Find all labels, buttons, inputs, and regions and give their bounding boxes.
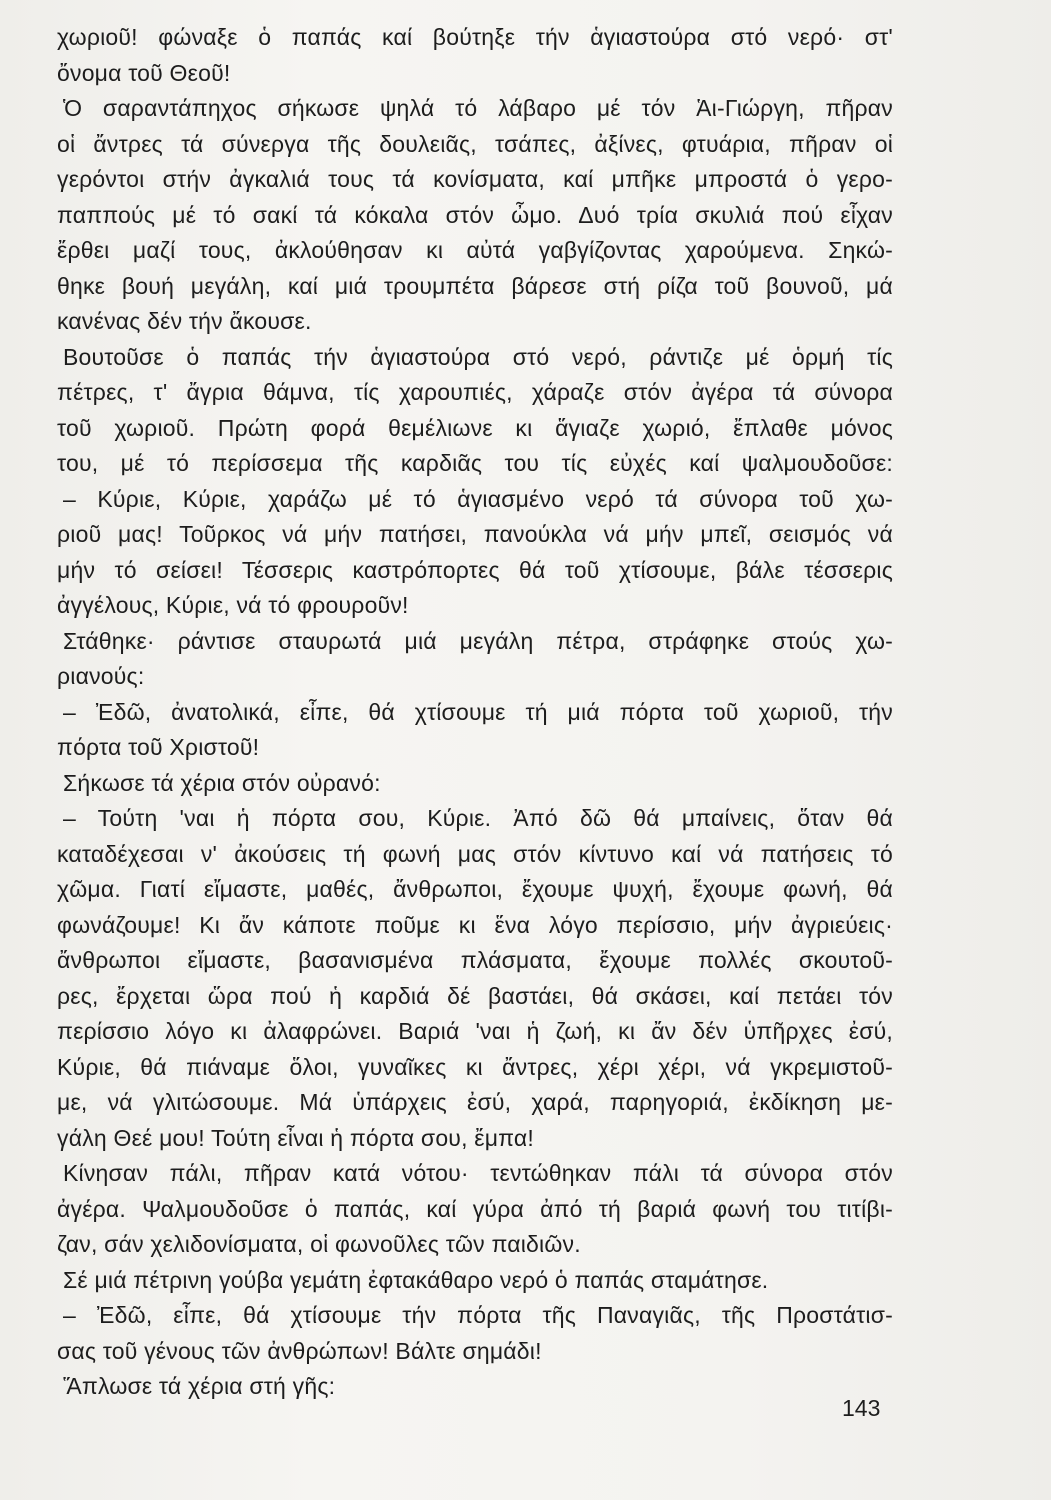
text-line: πέτρες, τ' ἄγρια θάμνα, τίς χαρουπιές, χάραζε στόν ἀγέρα τά σύνορα <box>57 379 893 405</box>
text-line: ριανούς: <box>57 663 145 689</box>
text-line: περίσσιο λόγο κι ἀλαφρώνει. Βαριά 'ναι ἡ ζωή, κι ἄν δέν ὑπῆρχες ἐσύ, <box>57 1018 893 1044</box>
text-line: ρες, ἔρχεται ὥρα πού ἡ καρδιά δέ βαστάει, θά σκάσει, καί πετάει τόν <box>57 983 893 1009</box>
text-line: σας τοῦ γένους τῶν ἀνθρώπων! Βάλτε σημάδι! <box>57 1338 542 1364</box>
text-line: του, μέ τό περίσσεμα τῆς καρδιᾶς του τίς εὐχές καί ψαλμουδοῦσε: <box>57 450 893 476</box>
text-line: γάλη Θεέ μου! Τούτη εἶναι ἡ πόρτα σου, ἔμπα! <box>57 1125 534 1151</box>
text-line: – Κύριε, Κύριε, χαράζω μέ τό ἁγιασμένο νερό τά σύνορα τοῦ χω- <box>63 486 893 512</box>
text-line: Κίνησαν πάλι, πῆραν κατά νότου· τεντώθηκαν πάλι τά σύνορα στόν <box>63 1160 893 1186</box>
text-line: χῶμα. Γιατί εἴμαστε, μαθές, ἄνθρωποι, ἔχουμε ψυχή, ἔχουμε φωνή, θά <box>57 876 893 902</box>
text-line: κανένας δέν τήν ἄκουσε. <box>57 308 312 334</box>
text-line: – Ἐδῶ, εἶπε, θά χτίσουμε τήν πόρτα τῆς Παναγιᾶς, τῆς Προστάτισ- <box>63 1302 893 1328</box>
text-line: ὄνομα τοῦ Θεοῦ! <box>57 60 231 86</box>
text-line: θηκε βουή μεγάλη, καί μιά τρουμπέτα βάρεσε στή ρίζα τοῦ βουνοῦ, μά <box>57 273 893 299</box>
text-line: ἄνθρωποι εἴμαστε, βασανισμένα πλάσματα, ἔχουμε πολλές σκουτοῦ- <box>57 947 893 973</box>
text-line: Ἅπλωσε τά χέρια στή γῆς: <box>63 1373 336 1399</box>
text-line: με, νά γλιτώσουμε. Μά ὑπάρχεις ἐσύ, χαρά, παρηγοριά, ἐκδίκηση με- <box>57 1089 893 1115</box>
text-line: μήν τό σείσει! Τέσσερις καστρόπορτες θά τοῦ χτίσουμε, βάλε τέσσερις <box>57 557 893 583</box>
text-line: οἱ ἄντρες τά σύνεργα τῆς δουλειᾶς, τσάπες, ἀξίνες, φτυάρια, πῆραν οἱ <box>57 131 893 157</box>
text-line: φωνάζουμε! Κι ἄν κάποτε ποῦμε κι ἕνα λόγο περίσσιο, μήν ἀγριεύεις· <box>57 912 893 938</box>
text-line: Στάθηκε· ράντισε σταυρωτά μιά μεγάλη πέτρα, στράφηκε στούς χω- <box>63 628 893 654</box>
text-line: ζαν, σάν χελιδονίσματα, οἱ φωνοῦλες τῶν παιδιῶν. <box>57 1231 581 1257</box>
text-line: Σέ μιά πέτρινη γούβα γεμάτη ἐφτακάθαρο νερό ὁ παπάς σταμάτησε. <box>63 1267 769 1293</box>
text-line: καταδέχεσαι ν' ἀκούσεις τή φωνή μας στόν κίντυνο καί νά πατήσεις τό <box>57 841 893 867</box>
text-line: ριοῦ μας! Τοῦρκος νά μήν πατήσει, πανούκλα νά μήν μπεῖ, σεισμός νά <box>57 521 893 547</box>
text-line: ἀγέρα. Ψαλμουδοῦσε ὁ παπάς, καί γύρα ἀπό τή βαριά φωνή του τιτίβι- <box>57 1196 893 1222</box>
text-line: Κύριε, θά πιάναμε ὅλοι, γυναῖκες κι ἄντρες, χέρι χέρι, νά γκρεμιστοῦ- <box>57 1054 893 1080</box>
text-line: πόρτα τοῦ Χριστοῦ! <box>57 734 260 760</box>
text-line: Ὁ σαραντάπηχος σήκωσε ψηλά τό λάβαρο μέ τόν Ἁι-Γιώργη, πῆραν <box>63 95 893 121</box>
text-line: – Τούτη 'ναι ἡ πόρτα σου, Κύριε. Ἀπό δῶ θά μπαίνεις, ὅταν θά <box>63 805 893 831</box>
page-number: 143 <box>842 1395 881 1421</box>
text-line: γερόντοι στήν ἀγκαλιά τους τά κονίσματα, καί μπῆκε μπροστά ὁ γερο- <box>57 166 893 192</box>
text-line: Βουτοῦσε ὁ παπάς τήν ἁγιαστούρα στό νερό, ράντιζε μέ ὁρμή τίς <box>63 344 893 370</box>
text-line: – Ἐδῶ, ἀνατολικά, εἶπε, θά χτίσουμε τή μιά πόρτα τοῦ χωριοῦ, τήν <box>63 699 893 725</box>
text-line: παππούς μέ τό σακί τά κόκαλα στόν ὦμο. Δυό τρία σκυλιά πού εἶχαν <box>57 202 893 228</box>
text-line: ἀγγέλους, Κύριε, νά τό φρουροῦν! <box>57 592 409 618</box>
text-line: Σήκωσε τά χέρια στόν οὐρανό: <box>63 770 381 796</box>
text-line: ἔρθει μαζί τους, ἀκλούθησαν κι αὐτά γαβγίζοντας χαρούμενα. Σηκώ- <box>57 237 893 263</box>
text-line: τοῦ χωριοῦ. Πρώτη φορά θεμέλιωνε κι ἅγιαζε χωριό, ἔπλαθε μόνος <box>57 415 893 441</box>
text-line: χωριοῦ! φώναξε ὁ παπάς καί βούτηξε τήν ἁγιαστούρα στό νερό· στ' <box>57 24 893 50</box>
